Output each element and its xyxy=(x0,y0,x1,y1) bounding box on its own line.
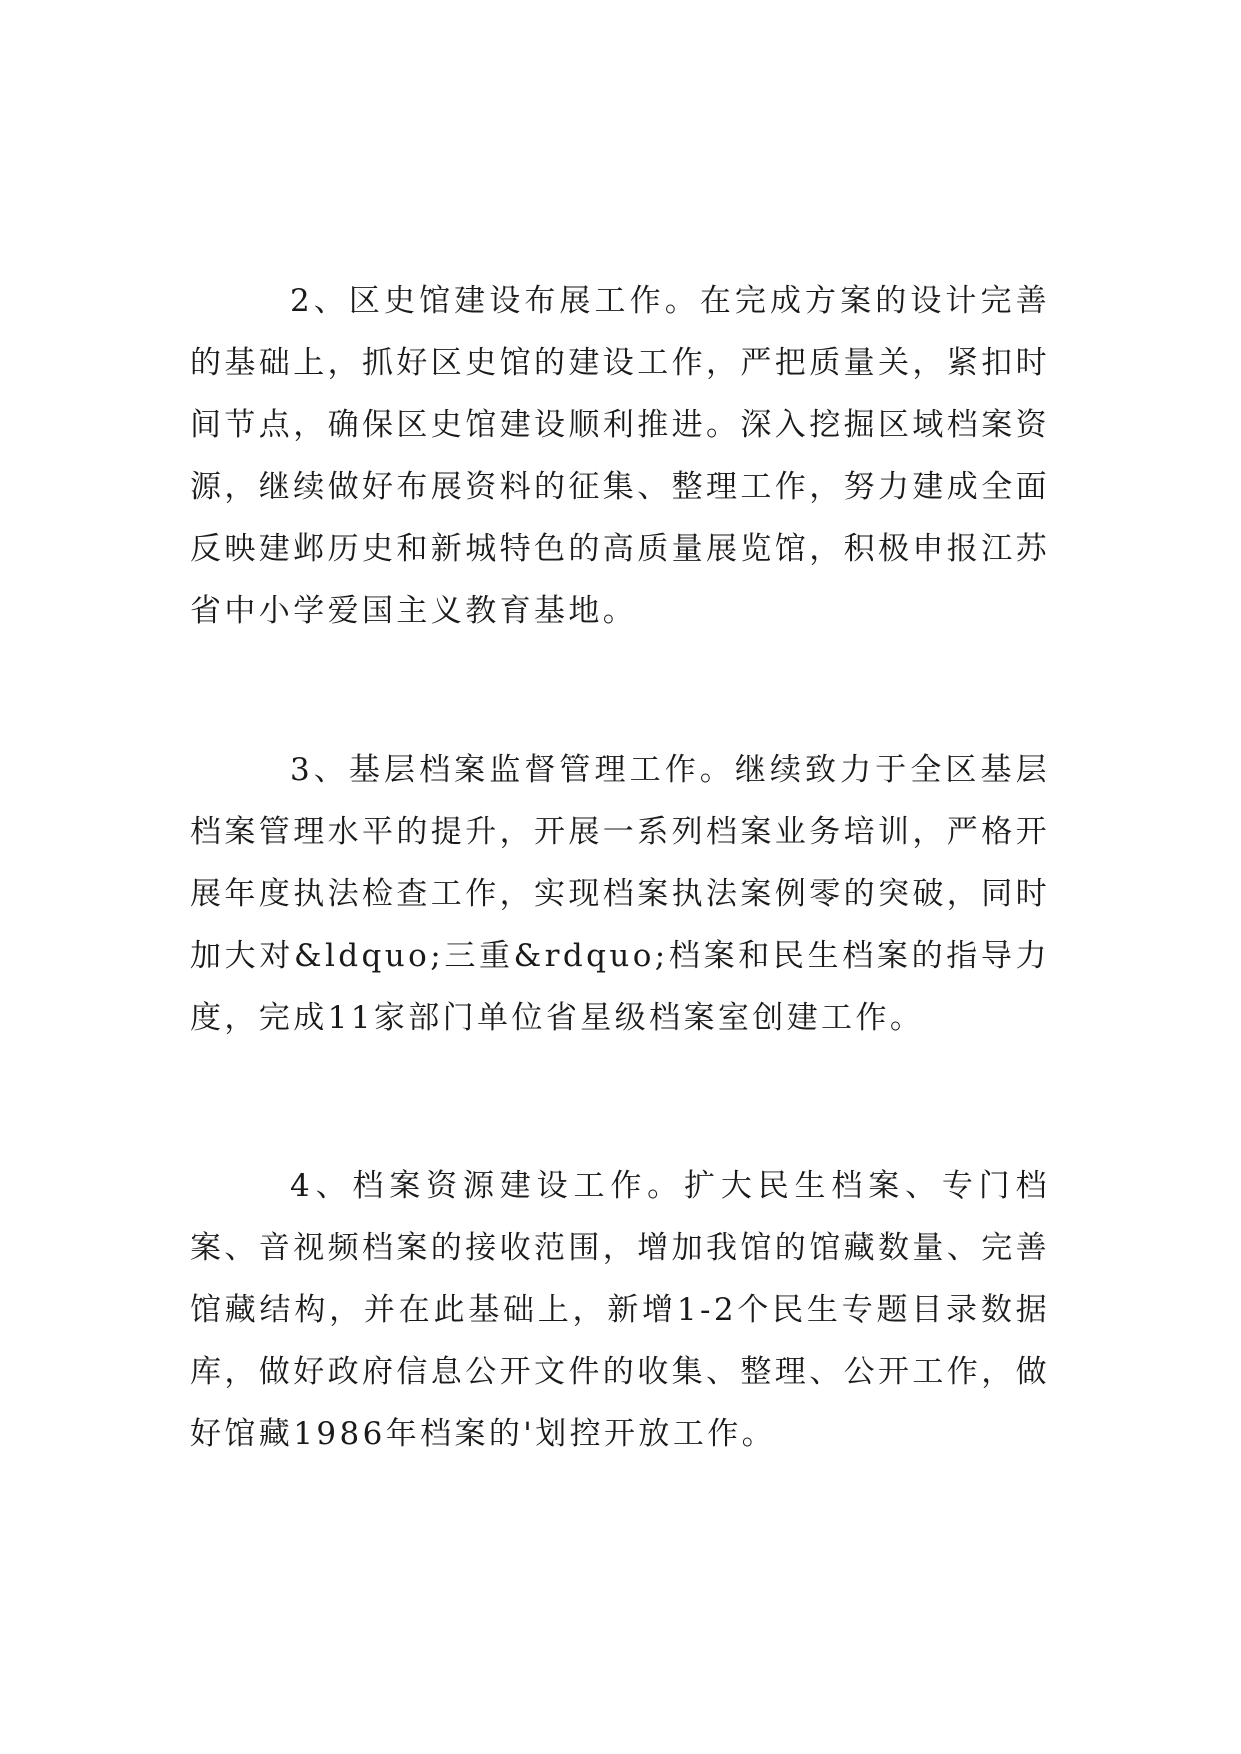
paragraph-history-hall: 2、区史馆建设布展工作。在完成方案的设计完善的基础上，抓好区史馆的建设工作，严把质量关，紧扣时间节点，确保区史馆建设顺利推进。深入挖掘区域档案资源，继续做好布展资料的征集、整理工作，努力建成全面反映建邺历史和新城特色的高质量展览馆，积极申报江苏省中小学爱国主义教育基地。 xyxy=(190,283,1050,629)
paragraph-archive-supervision: 3、基层档案监督管理工作。继续致力于全区基层档案管理水平的提升，开展一系列档案业务培训，严格开展年度执法检查工作，实现档案执法案例零的突破，同时加大对&ldquo;三重&rdquo;档案和民生档案的指导力度，完成11家部门单位省星级档案室创建工作。 xyxy=(190,752,1050,1036)
paragraph-archive-resources: 4、档案资源建设工作。扩大民生档案、专门档案、音视频档案的接收范围，增加我馆的馆藏数量、完善馆藏结构，并在此基础上，新增1-2个民生专题目录数据库，做好政府信息公开文件的收集、整理、公开工作，做好馆藏1986年档案的'划控开放工作。 xyxy=(190,1168,1050,1452)
